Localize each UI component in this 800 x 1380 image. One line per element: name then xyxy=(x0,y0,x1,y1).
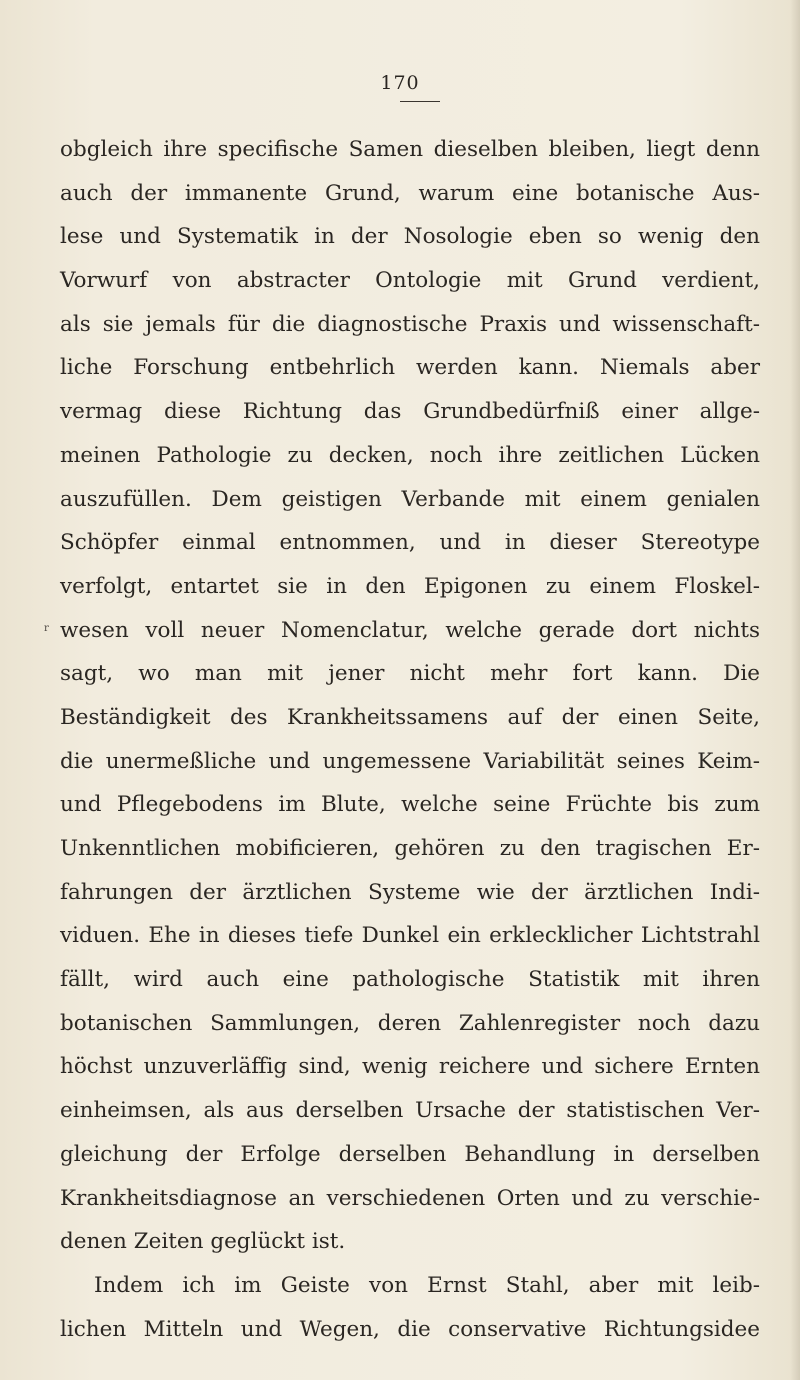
margin-mark: r xyxy=(44,623,49,634)
text-line: auch der immanente Grund, warum eine botanische Aus- xyxy=(60,180,760,206)
text-line: botanischen Sammlungen, deren Zahlenregister noch dazu xyxy=(60,1010,760,1036)
text-line: viduen. Ehe in dieses tiefe Dunkel ein erklecklicher Lichtstrahl xyxy=(60,923,760,949)
text-line: die unermeßliche und ungemessene Variabilität seines Keim- xyxy=(60,748,760,774)
text-line: denen Zeiten geglückt ist. xyxy=(60,1229,346,1255)
text-line: wesen voll neuer Nomenclatur, welche gerade dort nichts xyxy=(60,617,760,643)
text-line: Unkenntlichen mobificieren, gehören zu den tragischen Er- xyxy=(60,836,760,861)
text-line: Beständigkeit des Krankheitssamens auf der einen Seite, xyxy=(60,704,760,730)
text-line: Schöpfer einmal entnommen, und in dieser Stereotype xyxy=(60,530,760,556)
text-line: auszufüllen. Dem geistigen Verbande mit einem genialen xyxy=(60,486,760,512)
header-rule xyxy=(400,101,440,102)
text-line: gleichung der Erfolge derselben Behandlung in derselben xyxy=(60,1141,760,1167)
text-line: einheimsen, als aus derselben Ursache der statistischen Ver- xyxy=(60,1098,760,1124)
text-line: verfolgt, entartet sie in den Epigonen zu einem Floskel- xyxy=(60,573,760,599)
text-line: höchst unzuverläffig sind, wenig reichere und sichere Ernten xyxy=(60,1054,760,1080)
text-line: Indem ich im Geiste von Ernst Stahl, aber mit leib- xyxy=(94,1272,760,1298)
page-number: 170 xyxy=(380,72,420,94)
paragraph-1 xyxy=(60,128,760,1264)
text-line: obgleich ihre specifische Samen dieselben bleiben, liegt denn xyxy=(60,137,760,162)
text-line: meinen Pathologie zu decken, noch ihre zeitlichen Lücken xyxy=(60,442,760,468)
text-line: sagt, wo man mit jener nicht mehr fort kann. Die xyxy=(60,661,760,687)
text-line: fahrungen der ärztlichen Systeme wie der ärztlichen Indi- xyxy=(60,879,760,905)
text-line: Krankheitsdiagnose an verschiedenen Orten und zu verschie- xyxy=(60,1185,760,1211)
text-line: Vorwurf von abstracter Ontologie mit Grund verdient, xyxy=(60,268,760,294)
body-text xyxy=(60,128,760,1351)
text-line: und Pflegebodens im Blute, welche seine Früchte bis zum xyxy=(60,792,760,818)
text-line: lichen Mitteln und Wegen, die conservative Richtungsidee xyxy=(60,1316,760,1342)
text-line: lese und Systematik in der Nosologie eben so wenig den xyxy=(60,224,760,250)
paragraph-2 xyxy=(60,1264,760,1351)
text-line: liche Forschung entbehrlich werden kann. Niemals aber xyxy=(60,355,760,381)
text-line: fällt, wird auch eine pathologische Statistik mit ihren xyxy=(60,967,760,993)
text-line: als sie jemals für die diagnostische Praxis und wissenschaft- xyxy=(60,311,760,337)
page-edge-shadow xyxy=(790,0,800,1380)
text-line: vermag diese Richtung das Grundbedürfniß einer allge- xyxy=(60,399,760,425)
